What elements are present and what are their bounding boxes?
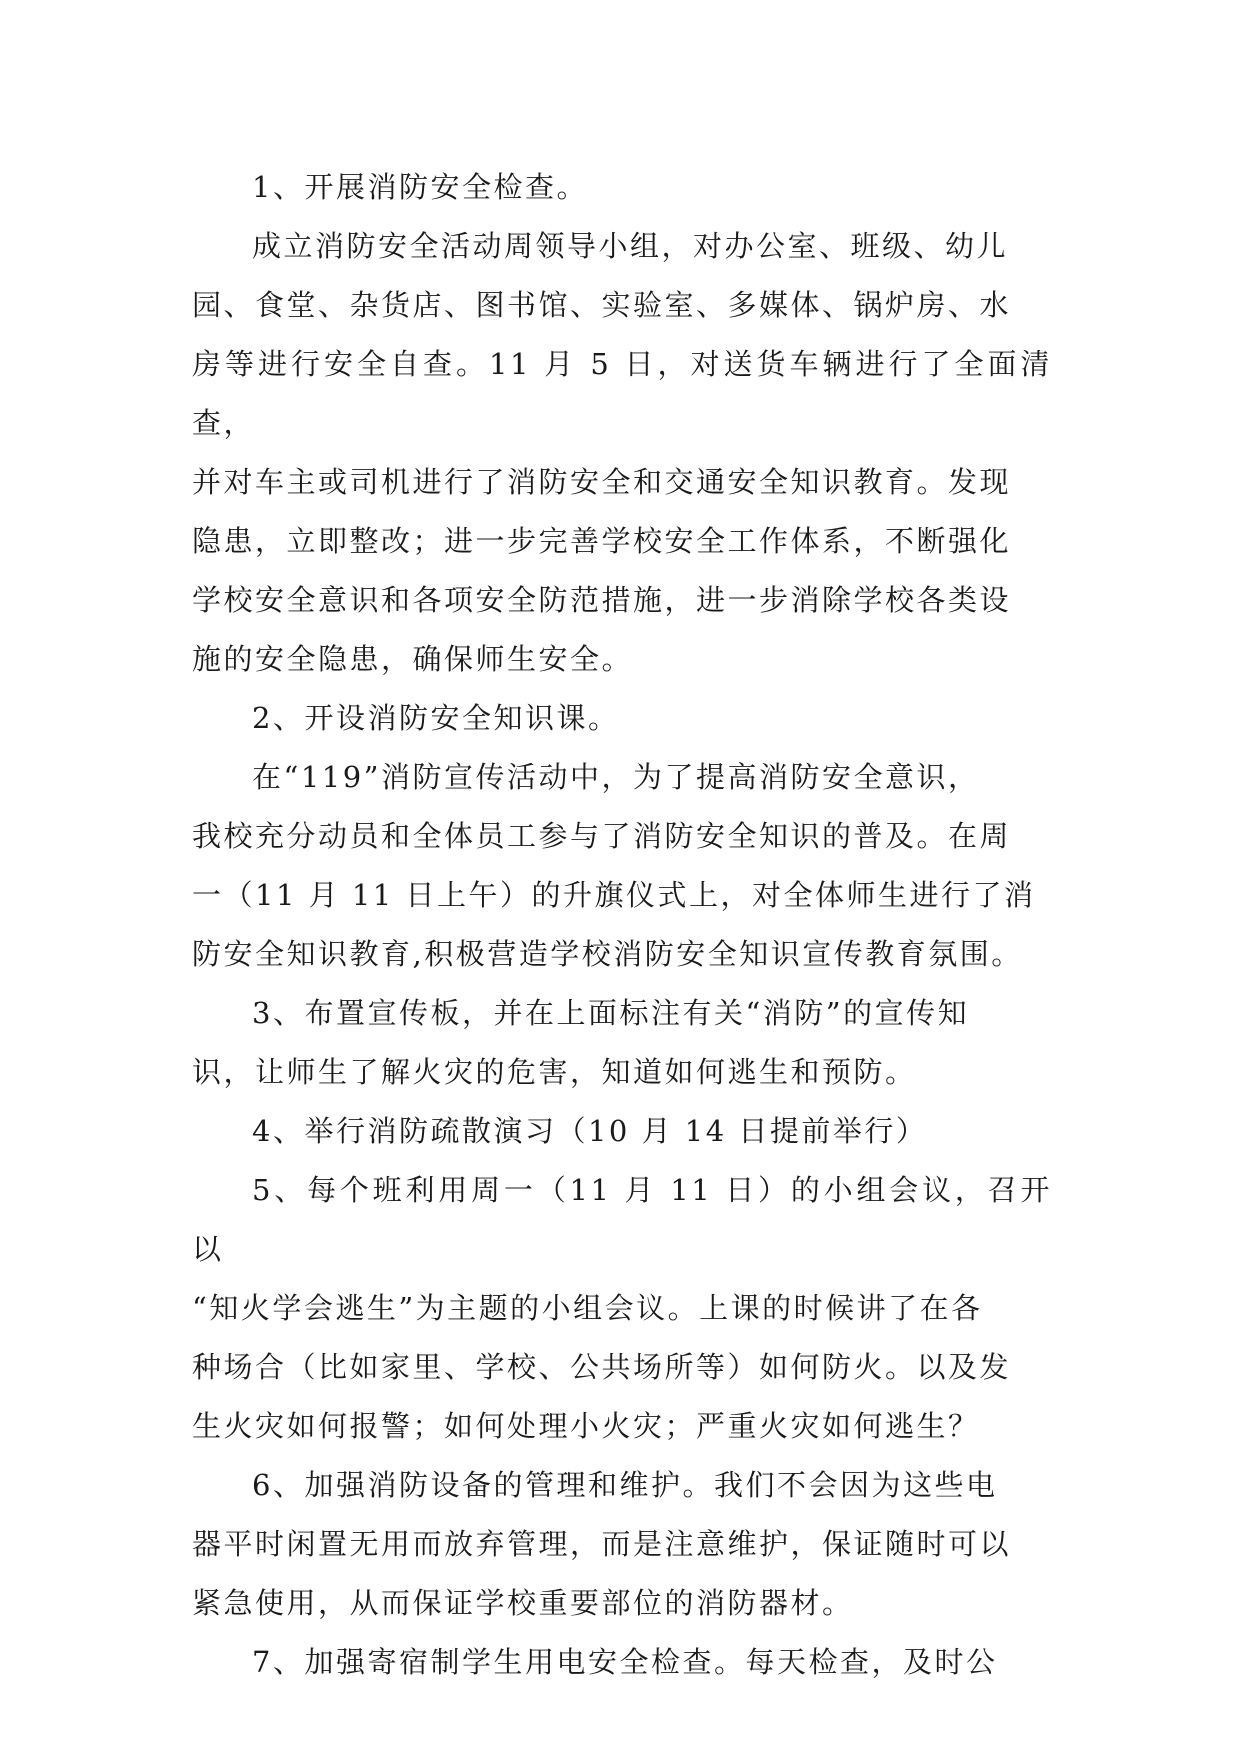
paragraph-item-5-class-meeting: 5、每个班利用周一（11 月 11 日）的小组会议，召开以 “知火学会逃生”为主题的小组会议。上课的时候讲了在各 种场合（比如家里、学校、公共场所等）如何防火。以及发 生火灾如何报警；如何处理小火灾；严重火灾如何逃生？ xyxy=(192,1173,1052,1443)
paragraph-item-3-board: 3、布置宣传板，并在上面标注有关“消防”的宣传知 识，让师生了解火灾的危害，知道如何逃生和预防。 xyxy=(192,996,970,1089)
paragraph-item-7-dorm-safety: 7、加强寄宿制学生用电安全检查。每天检查，及时公 xyxy=(252,1645,998,1679)
paragraph-119-campaign: 在“119”消防宣传活动中，为了提高消防安全意识， 我校充分动员和全体员工参与了消防安全知识的普及。在周 一（11 月 11 日上午）的升旗仪式上，对全体师生进行了消 防安全知识教育,积极营造学校消防安全知识宣传教育氛围。 xyxy=(192,760,1036,971)
paragraph-item-6-equipment: 6、加强消防设备的管理和维护。我们不会因为这些电 器平时闲置无用而放弃管理，而是注意维护，保证随时可以 紧急使用，从而保证学校重要部位的消防器材。 xyxy=(192,1468,1012,1620)
paragraph-item-1-heading: 1、开展消防安全检查。 xyxy=(252,170,588,204)
paragraph-item-2-heading: 2、开设消防安全知识课。 xyxy=(252,701,620,735)
document-body xyxy=(192,158,1052,1692)
paragraph-safety-inspection: 成立消防安全活动周领导小组，对办公室、班级、幼儿 园、食堂、杂货店、图书馆、实验室、多媒体、锅炉房、水 房等进行安全自查。11 月 5 日，对送货车辆进行了全面清查， 并对车主或司机进行了消防安全和交通安全知识教育。发现 隐患，立即整改；进一步完善学校安全工作体系，不断强化 学校安全意识和各项安全防范措施，进一步消除学校各类设 施的安全隐患，确保师生安全。 xyxy=(192,229,1052,676)
paragraph-item-4-drill: 4、举行消防疏散演习（10 月 14 日提前举行） xyxy=(252,1114,928,1148)
